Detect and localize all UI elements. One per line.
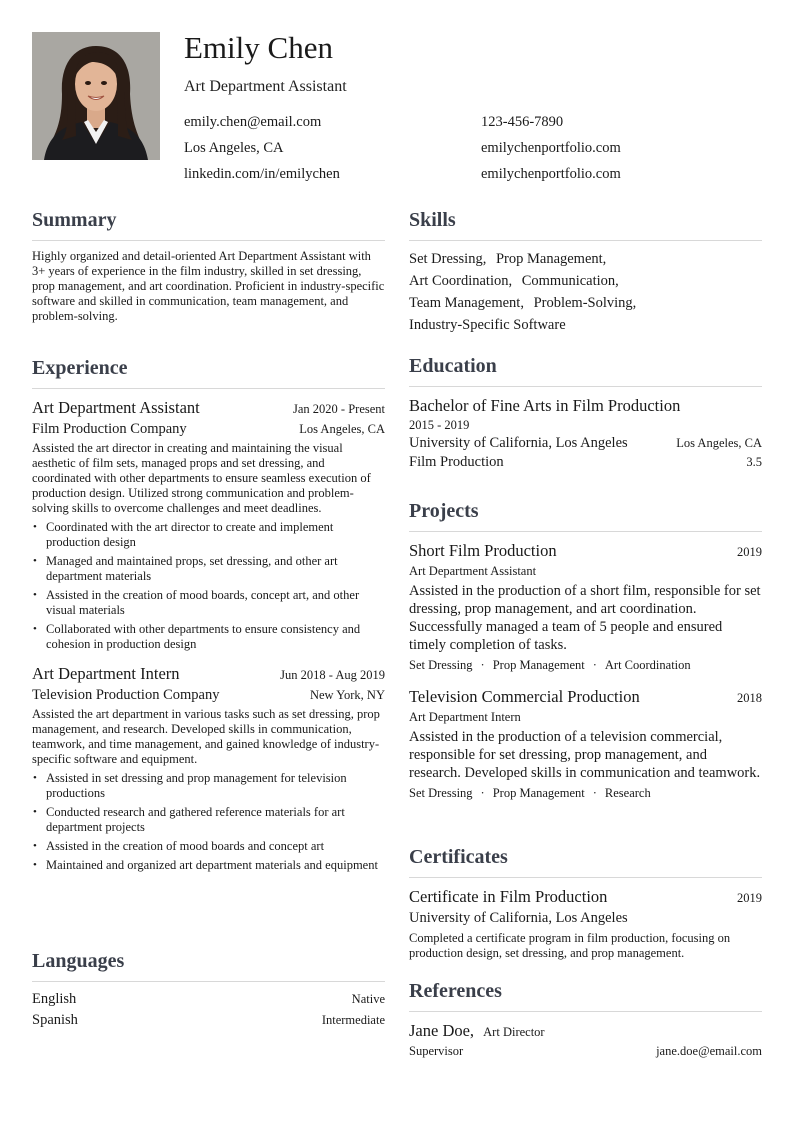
gpa-value: 3.5 (746, 455, 762, 469)
skills-heading: Skills (409, 209, 762, 241)
experience-entry (32, 398, 385, 652)
reference-email[interactable]: jane.doe@email.com (656, 1044, 762, 1058)
bullet-item: • Managed and maintained props, set dressing, and other art department materials (46, 554, 385, 584)
job-bullets (32, 520, 385, 652)
candidate-role: Art Department Assistant (184, 78, 347, 95)
job-location: New York, NY (309, 688, 385, 702)
project-entry (409, 541, 762, 673)
skill-item: Industry-Specific Software (409, 317, 566, 333)
bullet-item: • Assisted in the creation of mood boards and concept art (46, 839, 385, 854)
job-description: Assisted the art department in various tasks such as set dressing, prop management, and research. Developed skills in communication, teamwork, and time management, and gained knowledge of industry-specific software and equipment. (32, 707, 380, 766)
education-years: 2015 - 2019 (409, 418, 470, 432)
education-heading: Education (409, 355, 762, 387)
school-name: University of California, Los Angeles (409, 435, 628, 451)
job-bullets (32, 771, 385, 873)
experience-section (32, 357, 385, 877)
project-tag: Art Coordination (604, 658, 691, 672)
skills-list (409, 248, 762, 336)
contact-portfolio-secondary[interactable]: emilychenportfolio.com (481, 166, 621, 182)
project-tag: Research (604, 786, 651, 800)
reference-relation: Supervisor (409, 1044, 464, 1058)
references-section (409, 980, 762, 1059)
education-section (409, 355, 762, 471)
project-title: Television Commercial Production (409, 687, 640, 706)
project-year: 2018 (737, 691, 762, 705)
candidate-name: Emily Chen (184, 30, 333, 65)
project-tags (409, 786, 762, 801)
contact-location: Los Angeles, CA (184, 140, 284, 156)
certificate-issuer: University of California, Los Angeles (409, 910, 628, 926)
project-tag: Prop Management (492, 658, 585, 672)
skill-item: Set Dressing, (409, 251, 487, 267)
profile-photo (32, 32, 160, 160)
job-date: Jun 2018 - Aug 2019 (280, 668, 385, 682)
bullet-item: • Collaborated with other departments to ensure consistency and cohesion in production design (46, 622, 385, 652)
languages-heading: Languages (32, 950, 385, 982)
degree-title: Bachelor of Fine Arts in Film Production (409, 396, 681, 415)
job-title: Art Department Intern (32, 664, 180, 683)
portrait-image (32, 32, 160, 160)
certificates-section (409, 846, 762, 961)
contact-phone[interactable]: 123-456-7890 (481, 114, 564, 130)
summary-text: Highly organized and detail-oriented Art Department Assistant with 3+ years of experience in the film industry, skilled in set dressing, prop management, and art coordination. Proficient in industry-specific software and skilled in communication, team management, and problem-solving. (32, 249, 385, 323)
job-date: Jan 2020 - Present (293, 402, 385, 416)
language-level: Native (351, 992, 385, 1006)
job-title: Art Department Assistant (32, 398, 200, 417)
project-tags (409, 658, 762, 673)
tag-separator: · (480, 658, 485, 672)
reference-position: Art Director (483, 1025, 545, 1039)
summary-section (32, 209, 385, 324)
project-year: 2019 (737, 545, 762, 559)
contact-linkedin[interactable]: linkedin.com/in/emilychen (184, 166, 340, 182)
project-description: Assisted in the production of a short film, responsible for set dressing, prop management, and art coordination. Successfully managed a team of 5 people and ensured timely completion of tasks. (409, 583, 761, 653)
tag-separator: · (592, 786, 597, 800)
project-tag: Set Dressing (409, 658, 473, 672)
certificate-description: Completed a certificate program in film production, focusing on production design, set dressing, and prop management. (409, 931, 731, 960)
tag-separator: · (480, 786, 485, 800)
project-role: Art Department Assistant (409, 564, 537, 578)
bullet-item: • Assisted in set dressing and prop management for television productions (46, 771, 385, 801)
bullet-item: • Maintained and organized art department materials and equipment (46, 858, 385, 873)
experience-heading: Experience (32, 357, 385, 389)
project-role: Art Department Intern (409, 710, 521, 724)
language-name: English (32, 991, 77, 1007)
project-title: Short Film Production (409, 541, 557, 560)
project-entry (409, 687, 762, 801)
language-row (32, 1012, 385, 1029)
contact-email[interactable]: emily.chen@email.com (184, 114, 322, 130)
reference-name: Jane Doe, (409, 1021, 475, 1040)
skill-item: Communication, (521, 273, 619, 289)
certificates-heading: Certificates (409, 846, 762, 878)
contact-portfolio[interactable]: emilychenportfolio.com (481, 140, 621, 156)
skill-item: Prop Management, (495, 251, 607, 267)
experience-entry (32, 664, 385, 873)
language-level: Intermediate (321, 1013, 385, 1027)
certificate-name: Certificate in Film Production (409, 887, 608, 906)
project-tag: Set Dressing (409, 786, 473, 800)
language-row (32, 991, 385, 1008)
languages-section (32, 950, 385, 1029)
project-tag: Prop Management (492, 786, 585, 800)
bullet-item: • Coordinated with the art director to create and implement production design (46, 520, 385, 550)
summary-heading: Summary (32, 209, 385, 241)
skill-item: Team Management, (409, 295, 524, 311)
company-name: Television Production Company (32, 687, 220, 703)
skill-item: Problem-Solving, (533, 295, 637, 311)
reference-entry (409, 1021, 762, 1041)
projects-heading: Projects (409, 500, 762, 532)
references-heading: References (409, 980, 762, 1012)
company-name: Film Production Company (32, 421, 187, 437)
projects-section (409, 500, 762, 801)
field-of-study: Film Production (409, 454, 504, 470)
certificate-year: 2019 (737, 891, 762, 905)
job-description: Assisted the art director in creating and maintaining the visual aesthetic of film sets, managed props and set dressing, and coordinated with other departments to ensure seamless execution of production design. Utilized strong communication and problem-solving skills to overcome challenges and meet deadlines. (32, 441, 371, 515)
skills-section (409, 209, 762, 336)
school-location: Los Angeles, CA (676, 436, 762, 450)
bullet-item: • Assisted in the creation of mood boards, concept art, and other visual materials (46, 588, 385, 618)
job-location: Los Angeles, CA (299, 422, 385, 436)
bullet-item: • Conducted research and gathered reference materials for art department projects (46, 805, 385, 835)
tag-separator: · (592, 658, 597, 672)
language-name: Spanish (32, 1012, 78, 1028)
project-description: Assisted in the production of a television commercial, responsible for set dressing, prop management, and research. Developed skills in communication and teamwork. (409, 729, 761, 781)
skill-item: Art Coordination, (409, 273, 513, 289)
